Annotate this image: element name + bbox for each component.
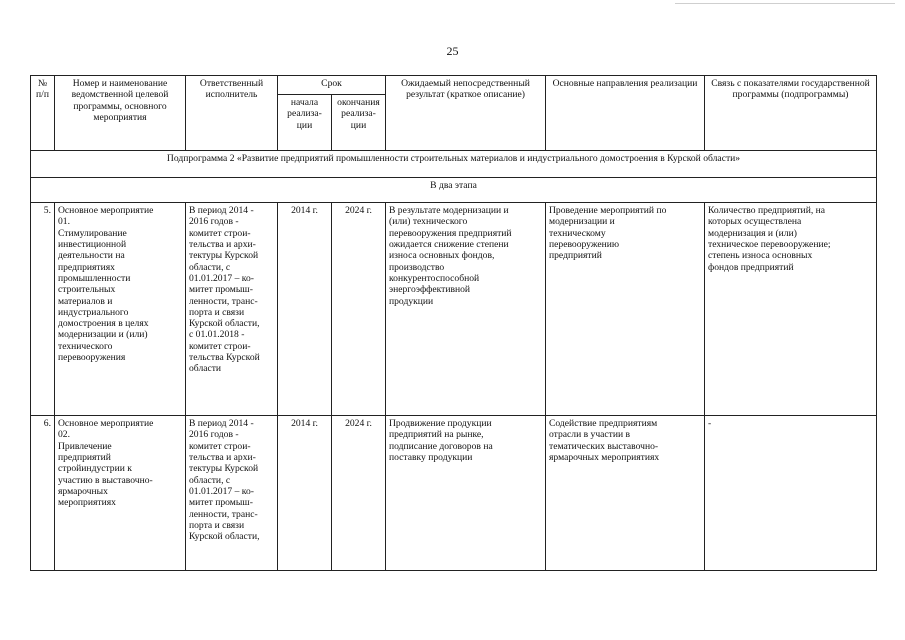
- row-term-end: 2024 г.: [332, 203, 386, 416]
- header-term-start: начала реализа- ции: [278, 95, 332, 151]
- table-row: [31, 203, 877, 416]
- header-row: [31, 76, 877, 95]
- row-indicator-link: Количество предприятий, на которых осуществлена модернизация и (или) техническое перевооружение; степень износа основных фондов предприятий: [705, 203, 877, 416]
- scan-edge-line: [675, 3, 895, 4]
- row-directions: Проведение мероприятий по модернизации и техническому перевооружению предприятий: [546, 203, 705, 416]
- row-expected-result: Продвижение продукции предприятий на рынке, подписание договоров на поставку продукции: [386, 416, 546, 571]
- header-term-end: окончания реализа- ции: [332, 95, 386, 151]
- row-measure-name: Основное мероприятие 01. Стимулирование инвестиционной деятельности на предприятиях промышленности строительных материалов и индустриального домостроения в целях модернизации и (или) технического перевооружения: [55, 203, 186, 416]
- row-term-start: 2014 г.: [278, 416, 332, 571]
- row-directions: Содействие предприятиям отрасли в участии в тематических выставочно- ярмарочных мероприятиях: [546, 416, 705, 571]
- row-indicator-link: -: [705, 416, 877, 571]
- header-term: Срок: [278, 76, 386, 95]
- subprogram-row: [31, 151, 877, 178]
- row-expected-result: В результате модернизации и (или) технического перевооружения предприятий ожидается снижение степени износа основных фондов, производство конкурентоспособной энергоэффективной продукции: [386, 203, 546, 416]
- table-row: [31, 416, 877, 571]
- header-num: № п/п: [31, 76, 55, 151]
- header-directions: Основные направления реализации: [546, 76, 705, 151]
- program-table: [30, 75, 877, 571]
- header-link: Связь с показателями государственной программы (подпрограммы): [705, 76, 877, 151]
- stage-row: [31, 178, 877, 203]
- row-term-start: 2014 г.: [278, 203, 332, 416]
- row-term-end: 2024 г.: [332, 416, 386, 571]
- header-name: Номер и наименование ведомственной целевой программы, основного мероприятия: [55, 76, 186, 151]
- row-measure-name: Основное мероприятие 02. Привлечение предприятий стройиндустрии к участию в выставочно- ярмарочных мероприятиях: [55, 416, 186, 571]
- row-executor: В период 2014 - 2016 годов - комитет строи- тельства и архи- тектуры Курской области, с 01.01.2017 – ко- митет промыш- ленности, транс- порта и связи Курской области, с 01.01.2018 - комитет строи- тельства Курской области: [186, 203, 278, 416]
- subprogram-title: Подпрограмма 2 «Развитие предприятий промышленности строительных материалов и индустриального домостроения в Курской области»: [31, 151, 877, 178]
- header-result: Ожидаемый непосредственный результат (краткое описание): [386, 76, 546, 151]
- page-number: 25: [446, 44, 459, 58]
- stage-title: В два этапа: [31, 178, 877, 203]
- header-executor: Ответственный исполнитель: [186, 76, 278, 151]
- row-executor: В период 2014 - 2016 годов - комитет строи- тельства и архи- тектуры Курской области, с 01.01.2017 – ко- митет промыш- ленности, транс- порта и связи Курской области,: [186, 416, 278, 571]
- row-number: 6.: [31, 416, 55, 571]
- row-number: 5.: [31, 203, 55, 416]
